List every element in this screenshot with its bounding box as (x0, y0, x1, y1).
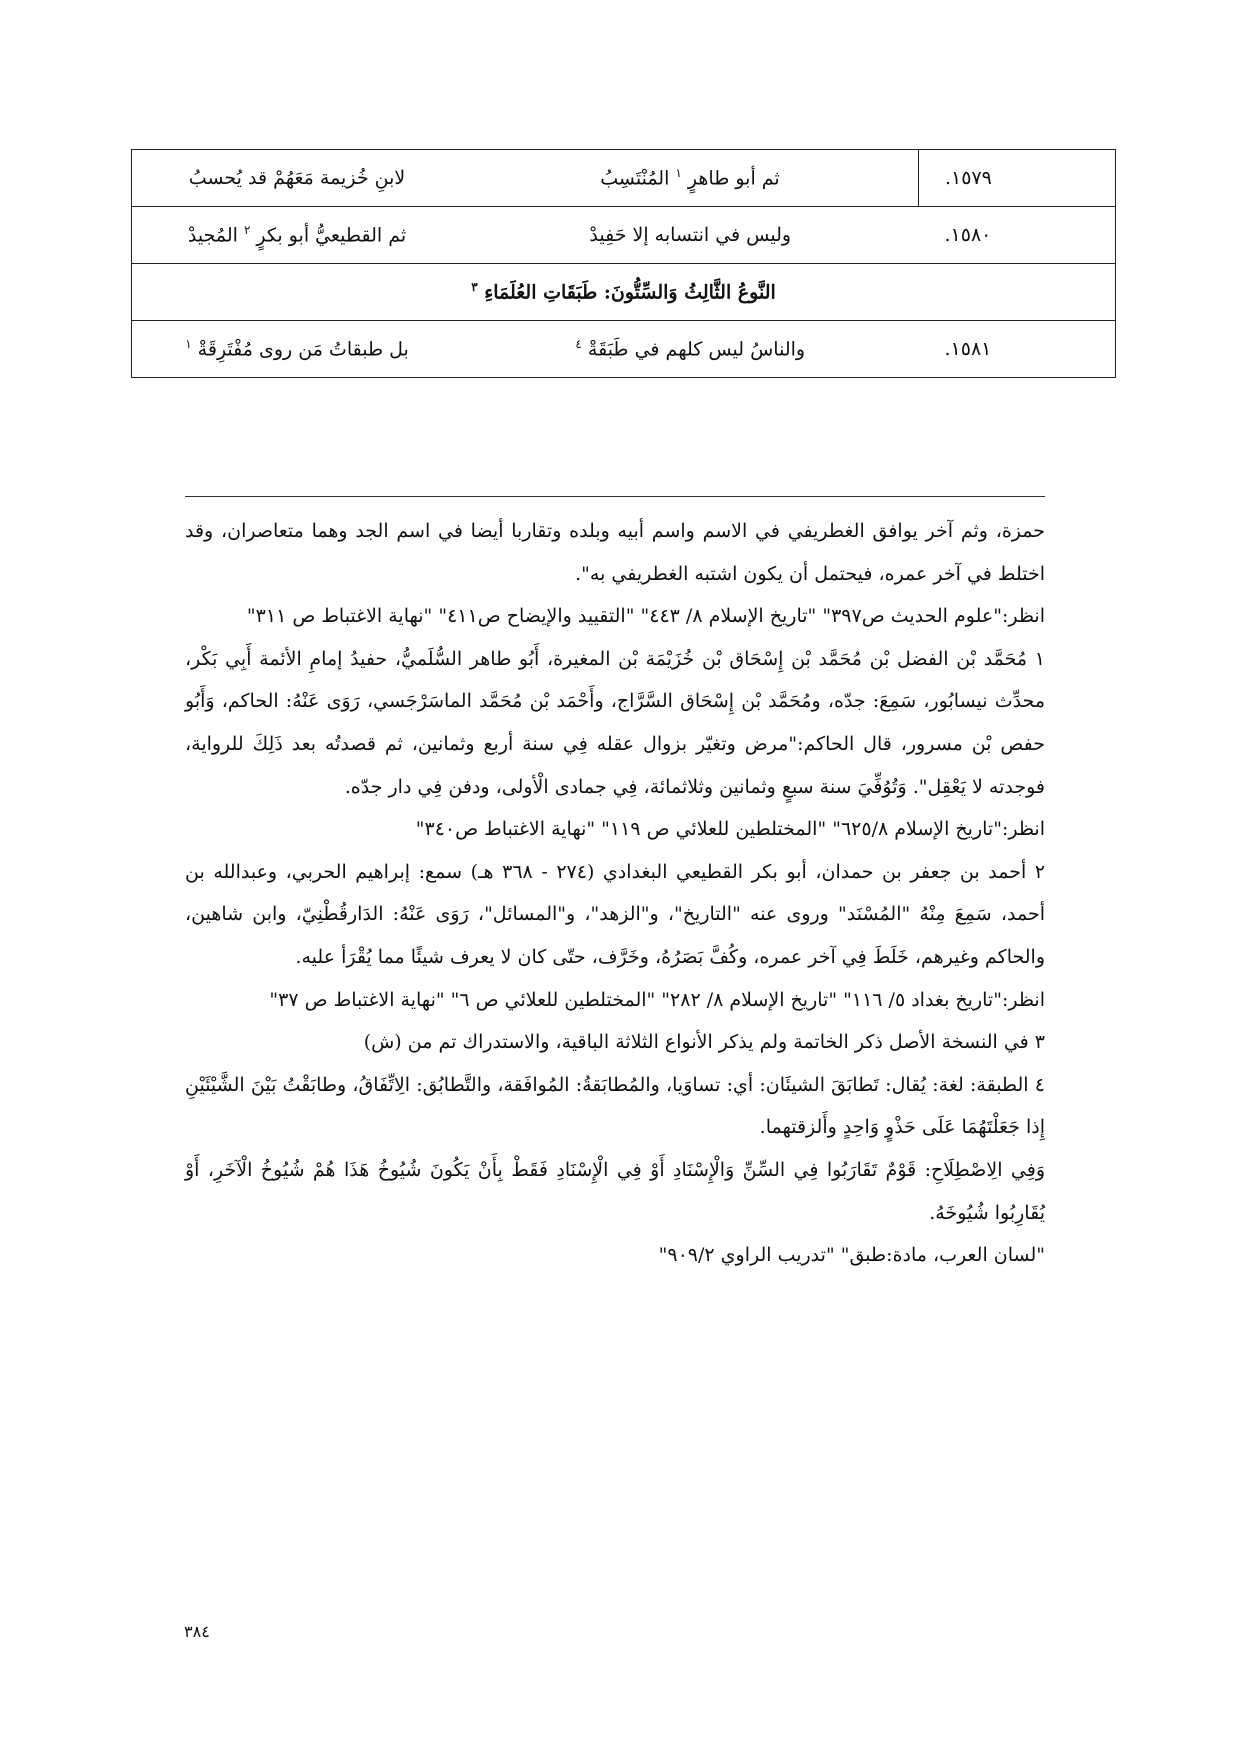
footnote-paragraph: وَفِي الِاصْطِلَاحِ: قَوْمٌ تَقَارَبُوا فِي السِّنِّ وَالْإِسْنَادِ أَوْ فِي الْإِسْنَادِ فَقَطْ بِأَنْ يَكُونَ شُيُوخُ هَذَا هُمْ شُيُوخُ الْآخَرِ، أَوْ يُقَارِبُوا شُيُوخَهُ. (185, 1158, 1045, 1224)
verse-hemistich-2 (132, 321, 463, 378)
hemistich-text: المُجيدْ (187, 224, 244, 247)
footnote-paragraph: ١ مُحَمَّد بْن الفضل بْن مُحَمَّد بْن إِسْحَاق بْن خُزَيْمَة بْن المغيرة، أَبُو طاهر السُّلَميُّ، حفيدُ إمامِ الأئمة أَبِي بَكْر، محدِّث نيسابُور، سَمِعَ: جدّه، ومُحَمَّد بْن إِسْحَاق السَّرَّاج، وأَحْمَد بْن مُحَمَّد الماسَرْجَسي، رَوَى عَنْهُ: الحاكم، وَأَبُو حفص بْن مسرور، قال الحاكم:"مرض وتغيّر بزوال عقله فِي سنة أربع وثمانين، ثم قصدتُه بعد ذَلِكَ للرواية، فوجدته لا يَعْقِل". وَتُوُفِّيَ سنة سبعٍ وثمانين وثلاثمائة، فِي جمادى الْأولى، ودفن فِي دار جدّه. (185, 647, 1045, 798)
footnote-paragraph: ٣ في النسخة الأصل ذكر الخاتمة ولم يذكر الأنواع الثلاثة الباقية، والاستدراك تم من (ش) (363, 1031, 1045, 1054)
section-heading (132, 264, 1116, 321)
footnote-paragraph: حمزة، وثم آخر يوافق الغطريفي في الاسم واسم أبيه وبلده وتقاربا أيضا في اسم الجد وهما متعاصران، وقد اختلط في آخر عمره، فيحتمل أن يكون اشتبه الغطريفي به". (185, 520, 1045, 585)
verse-number: ١٥٨٠. (919, 207, 1116, 264)
footnote-reference: انظر:"تاريخ الإسلام ٦٢٥/٨" "المختلطين للعلائي ص ١١٩" "نهاية الاغتباط ص٣٤٠" (415, 818, 1045, 841)
footnote-reference: انظر:"علوم الحديث ص٣٩٧" "تاريخ الإسلام ٨/ ٤٤٣" "التقييد والإيضاح ص٤١١" "نهاية الاغتباط ص ٣١١" (246, 605, 1045, 628)
verse-number: ١٥٨١. (919, 321, 1116, 378)
page-number: ٣٨٤ (184, 1622, 210, 1641)
hemistich-text: لابنِ خُزيمة مَعَهُمْ قد يُحسبُ (188, 167, 406, 189)
section-heading-text: النَّوعُ الثَّالِثُ وَالسِّتُّونَ: طَبَقَاتِ العُلَمَاءِ (484, 281, 776, 304)
hemistich-text: المُنْتَسِبُ (600, 167, 676, 190)
verse-hemistich-2 (132, 150, 463, 207)
verse-hemistich-1 (462, 207, 919, 264)
hemistich-text: بل طبقاتُ مَن روى مُفْتَرِقَةْ (191, 338, 409, 361)
verse-table-full (131, 149, 1116, 378)
footnote-ref: ٢ (243, 223, 251, 238)
verse-number: ١٥٧٩. (919, 150, 1116, 207)
verse-row (132, 150, 1116, 207)
hemistich-text: ثم القطيعيُّ أبو بكرٍ (250, 224, 407, 247)
verse-hemistich-1 (462, 321, 919, 378)
footnote-paragraph: ٤ الطبقة: لغة: يُقال: تَطابَقَ الشيئَان: أي: تساوَيا، والمُطابَقةُ: المُوافَقة، والتَّطابُق: الِاتِّفَاقُ، وطابَقْتُ بَيْنَ الشَّيْئَيْنِ إِذا جَعَلْتَهُمَا عَلَى حَذْوٍ وَاحِدٍ وأَلزقتهما. (185, 1073, 1045, 1139)
footnotes (185, 510, 1045, 1277)
section-heading-row (132, 264, 1116, 321)
verse-hemistich-1 (462, 150, 919, 207)
verse-row (132, 321, 1116, 378)
footnote-separator (185, 496, 1045, 497)
footnote-ref: ١ (185, 337, 192, 352)
footnote-ref: ٤ (575, 337, 582, 352)
footnote-reference: "لسان العرب، مادة:طبق" "تدريب الراوي ٩٠٩/٢" (658, 1244, 1045, 1267)
hemistich-text: وليس في انتسابه إلا حَفِيدْ (589, 224, 792, 246)
footnote-ref: ٣ (471, 280, 478, 295)
hemistich-text: ثم أبو طاهرٍ (681, 167, 780, 190)
hemistich-text: والناسُ ليس كلهم في طَبَقَةْ (581, 338, 806, 361)
verse-hemistich-2 (132, 207, 463, 264)
footnote-reference: انظر:"تاريخ بغداد ٥/ ١١٦" "تاريخ الإسلام ٨/ ٢٨٢" "المختلطين للعلائي ص ٦" "نهاية الاغتباط ص ٣٧" (269, 988, 1045, 1011)
footnote-paragraph: ٢ أحمد بن جعفر بن حمدان، أبو بكر القطيعي البغدادي (٢٧٤ - ٣٦٨ هـ) سمع: إبراهيم الحربي، وعبدالله بن أحمد، سَمِعَ مِنْهُ "المُسْنَد" وروى عنه "التاريخ"، و"الزهد"، و"المسائل"، رَوَى عَنْهُ: الدَارقُطْنِيّ، وابن شاهين، والحاكم وغيرهم، خَلَطَ فِي آخر عمره، وكُفَّ بَصَرُهُ، وخَرَّف، حتّى كان لا يعرف شيئًا مما يُقْرَأ عليه. (185, 860, 1046, 968)
footnote-ref: ١ (675, 166, 682, 181)
verse-row (132, 207, 1116, 264)
